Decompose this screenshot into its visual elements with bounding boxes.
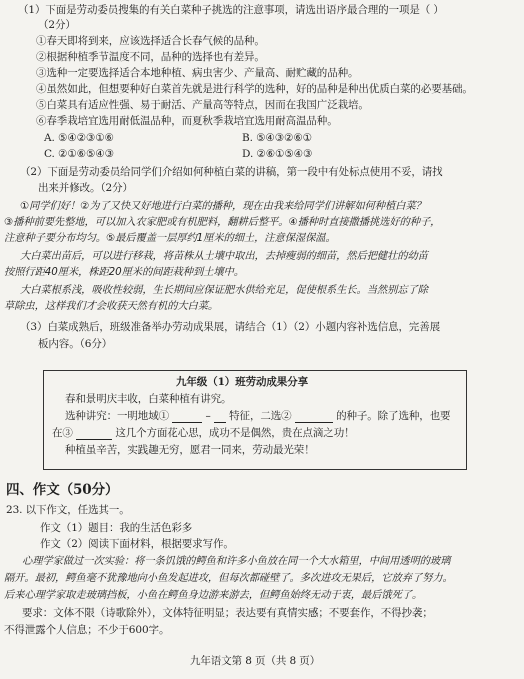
q2-stem: （2）下面是劳动委员给同学们介绍如何种植白菜的讲稿，第一段中有处标点使用不妥，请找 [20, 166, 443, 178]
requirement-line-2: 不得泄露个人信息；不少于600字。 [4, 624, 170, 636]
exhibit-line-3 [52, 427, 355, 440]
q1-option-b: B. ⑤④③②⑥① [242, 132, 312, 144]
section-four-heading: 四、作文（50分） [6, 482, 119, 498]
exhibit-line-4: 种植虽辛苦，实践趣无穷，愿君一同来，劳动最光荣！ [65, 444, 315, 456]
material-line-3: 后来心理学家取走玻璃挡板，小鱼在鳄鱼身边游来游去，但鳄鱼始终无动于衷，最后饿死了。 [4, 589, 423, 601]
exhibit-line-3-a: 在③ [52, 427, 73, 439]
exhibit-title: 九年级（1）班劳动成果分享 [176, 376, 309, 388]
q2-para2-line1: 大白菜出苗后，可以进行移栽，将苗株从土壤中取出，去掉瘦弱的细苗，然后把健壮的幼苗 [20, 250, 428, 262]
q2-stem-cont: 出来并修改。（2分） [38, 182, 133, 194]
exhibit-line-2-c: 的种子。除了选种，也要 [336, 410, 451, 422]
q1-sentence-3: ③选种一定要选择适合本地种植、病虫害少、产量高、耐贮藏的品种。 [36, 67, 359, 79]
q2-para1-line3: 注意种子要分布均匀。⑤最后覆盖一层厚约1厘米的细土，注意保湿保温。 [4, 232, 336, 244]
page-footer: 九年语文第 8 页（共 8 页） [190, 655, 321, 667]
blank-1[interactable] [172, 412, 202, 423]
q3-stem: （3）白菜成熟后，班级准备举办劳动成果展，请结合（1）（2）小题内容补选信息，完善展 [20, 321, 441, 333]
material-line-1: 心理学家做过一次实验：将一条饥饿的鳄鱼和许多小鱼放在同一个大水箱里，中间用透明的玻璃 [22, 555, 451, 567]
blank-2[interactable] [295, 412, 333, 423]
q1-sentence-4: ④虽然如此，但想要种好白菜首先就是进行科学的选种，好的品种是种出优质白菜的必要基础。 [36, 83, 473, 95]
blank-3[interactable] [76, 429, 112, 440]
q3-stem-cont: 板内容。（6分） [38, 338, 113, 350]
q1-sentence-2: ②根据种植季节温度不同，品种的选择也有差异。 [36, 51, 265, 63]
q1-option-d: D. ②⑥①⑤④③ [242, 148, 313, 160]
q1-sentence-1: ①春天即将到来，应该选择适合长春气候的品种。 [36, 35, 265, 47]
q1-option-c: C. ②①⑥⑤④③ [44, 148, 114, 160]
exhibit-line-2-b: 特征，二选② [229, 410, 292, 422]
exhibit-line-1: 春和景明庆丰收，白菜种植有讲究。 [65, 393, 232, 405]
q1-stem: （1）下面是劳动委员搜集的有关白菜种子挑选的注意事项，请选出语序最合理的一项是（ ） [18, 4, 444, 16]
material-line-2: 隔开。最初，鳄鱼毫不犹豫地向小鱼发起进攻，但每次都碰壁了。多次进攻无果后，它放弃了努力。 [4, 572, 453, 584]
exhibit-line-2 [65, 410, 450, 423]
q2-para1-line2: ③播种前要先整地，可以加入农家肥或有机肥料，翻耕后整平。④播种时直接撒播挑选好的种子， [4, 216, 441, 228]
q1-sentence-6: ⑥春季栽培宜选用耐低温品种，而夏秋季栽培宜选用耐高温品种。 [36, 115, 338, 127]
q2-para3-line1: 大白菜根系浅，吸收性较弱，生长期间应保证肥水供给充足，促使根系生长。当然别忘了除 [20, 284, 428, 296]
q2-para1-line1: ①同学们好！②为了又快又好地进行白菜的播种，现在由我来给同学们讲解如何种植白菜？ [20, 200, 426, 212]
exhibit-line-3-b: 这几个方面花心思，成功不是偶然，贵在点滴之功！ [115, 427, 355, 439]
essay-option-2: 作文（2）阅读下面材料，根据要求写作。 [40, 538, 234, 550]
q2-para3-line2: 草除虫，这样我们才会收获天然有机的大白菜。 [4, 300, 219, 312]
q1-option-a: A. ⑤④②③①⑥ [44, 132, 114, 144]
q1-score: （2分） [38, 19, 76, 31]
q2-para2-line2: 按照行距40厘米，株距20厘米的间距栽种到土壤中。 [4, 266, 244, 278]
q23-stem: 23. 以下作文，任选其一。 [6, 504, 130, 516]
q1-sentence-5: ⑤白菜具有适应性强、易于耐活、产量高等特点，因而在我国广泛栽培。 [36, 99, 369, 111]
requirement-line-1: 要求：文体不限（诗歌除外），文体特征明显；表达要有真情实感；不要套作，不得抄袭； [22, 607, 433, 619]
essay-option-1: 作文（1）题目：我的生活色彩多 [40, 522, 193, 534]
blank-1-dash: – [205, 410, 211, 422]
blank-1-tail [214, 412, 226, 423]
exhibit-line-2-a: 选种讲究：一明地域① [65, 410, 169, 422]
